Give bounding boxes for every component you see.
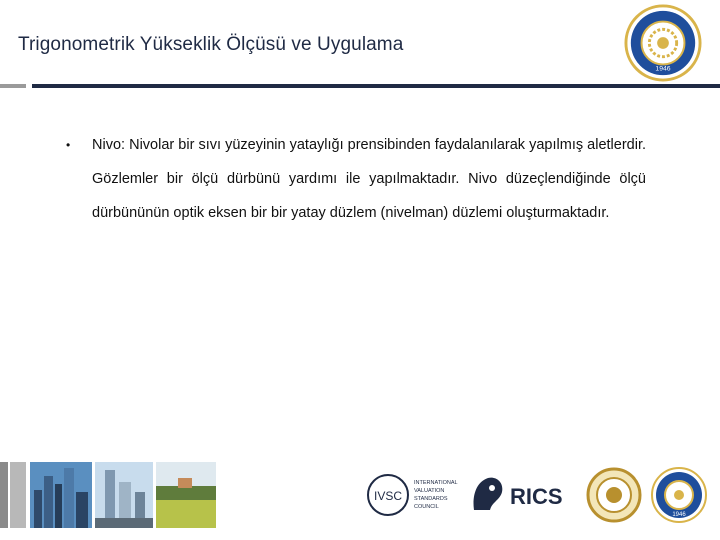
ivsc-logo bbox=[366, 466, 462, 524]
rics-logo bbox=[466, 466, 578, 524]
bullet-item bbox=[66, 128, 646, 230]
towers-photo bbox=[95, 462, 153, 528]
countryside-photo bbox=[156, 462, 216, 528]
ivsc-caption-line-4: COUNCIL bbox=[414, 504, 439, 510]
seal-year: 1946 bbox=[655, 65, 671, 73]
ivsc-caption-line-1: INTERNATIONAL bbox=[414, 480, 458, 486]
footer-gray-strip-light bbox=[10, 462, 26, 528]
ivsc-caption-line-2: VALUATION bbox=[414, 488, 445, 494]
ankara-university-seal-small-logo bbox=[650, 466, 708, 524]
slide-title: Trigonometrik Yükseklik Ölçüsü ve Uygulama bbox=[18, 34, 404, 55]
gold-seal-logo bbox=[586, 466, 642, 524]
small-seal-year: 1946 bbox=[672, 512, 686, 518]
ankara-university-seal-logo bbox=[624, 4, 702, 82]
city-skyline-photo bbox=[30, 462, 92, 528]
bullet-text: Nivo: Nivolar bir sıvı yüzeyinin yataylığı prensibinden faydalanılarak yapılmış aletlerdir. Gözlemler bir ölçü dürbünü yardımı ile yapılmaktadır. Nivo düzeçlendiğinde ölçü dürbününün optik eksen bir bir yatay düzlem (nivelman) düzlemi oluşturmaktadır. bbox=[92, 137, 646, 221]
bullet-marker: • bbox=[66, 138, 71, 152]
ivsc-text: IVSC bbox=[373, 489, 403, 503]
footer-gray-strip bbox=[0, 462, 8, 528]
rics-text: RICS bbox=[510, 484, 563, 509]
title-rule bbox=[32, 84, 720, 88]
ivsc-caption-line-3: STANDARDS bbox=[414, 496, 448, 502]
rics-lion-icon bbox=[466, 466, 578, 524]
ivsc-emblem-icon bbox=[366, 466, 462, 524]
title-rule-accent bbox=[0, 84, 26, 88]
